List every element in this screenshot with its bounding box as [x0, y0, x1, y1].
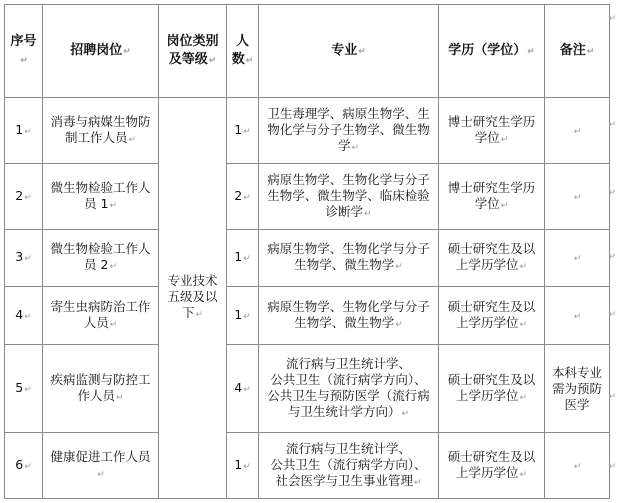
row-seq: 3↵ [5, 230, 43, 287]
row-position: 微生物检验工作人员 2↵ [43, 230, 159, 287]
row-major: 病原生物学、生物化学与分子生物学、微生物学↵ [259, 230, 439, 287]
row-education: 硕士研究生及以上学历学位↵ [439, 287, 545, 345]
recruitment-table [4, 4, 610, 499]
row-end-mark: ↵ [608, 310, 616, 320]
major-line: 公共卫生（流行病学方向）、 [270, 456, 427, 472]
row-end-mark: ↵ [608, 252, 616, 262]
header-category: 岗位类别及等级↵ [159, 5, 227, 98]
header-education: 学历（学位）↵ [439, 5, 545, 98]
row-end-mark: ↵ [608, 462, 616, 472]
table-row [5, 433, 610, 499]
row-major [259, 433, 439, 499]
row-end-mark: ↵ [608, 120, 616, 130]
major-line: 公共卫生与预防医学（流行病与卫生统计学方向）↵ [267, 387, 430, 419]
row-major [259, 345, 439, 433]
row-position: 微生物检验工作人员 1↵ [43, 164, 159, 230]
major-line: 流行病与卫生统计学、 [285, 355, 411, 371]
row-seq: 4↵ [5, 287, 43, 345]
header-count: 人数↵ [227, 5, 259, 98]
row-education: 硕士研究生及以上学历学位↵ [439, 433, 545, 499]
row-seq: 2↵ [5, 164, 43, 230]
table-row [5, 287, 610, 345]
row-category-shared: 专业技术五级及以下↵ [159, 98, 227, 499]
row-note: 本科专业需为预防医学 [545, 345, 610, 433]
row-position: 健康促进工作人员↵ [43, 433, 159, 499]
row-major: 卫生毒理学、病原生物学、生物化学与分子生物学、微生物学↵ [259, 98, 439, 164]
row-end-mark: ↵ [608, 188, 616, 198]
row-seq: 5↵ [5, 345, 43, 433]
header-position: 招聘岗位↵ [43, 5, 159, 98]
row-major: 病原生物学、生物化学与分子生物学、微生物学↵ [259, 287, 439, 345]
row-seq: 6↵ [5, 433, 43, 499]
row-position: 疾病监测与防控工作人员↵ [43, 345, 159, 433]
major-line: 公共卫生（流行病学方向）、 [270, 371, 427, 387]
major-line: 流行病与卫生统计学、 [285, 440, 411, 456]
row-note: ↵ [545, 287, 610, 345]
row-count: 1↵ [227, 287, 259, 345]
table-row [5, 98, 610, 164]
row-education: 硕士研究生及以上学历学位↵ [439, 345, 545, 433]
table-row [5, 345, 610, 433]
table-row [5, 164, 610, 230]
row-note: ↵ [545, 164, 610, 230]
row-count: 1↵ [227, 98, 259, 164]
row-education: 硕士研究生及以上学历学位↵ [439, 230, 545, 287]
row-end-mark: ↵ [608, 392, 616, 402]
row-position: 寄生虫病防治工作人员↵ [43, 287, 159, 345]
header-major: 专业↵ [259, 5, 439, 98]
row-education: 博士研究生学历学位↵ [439, 164, 545, 230]
header-seq: 序号↵ [5, 5, 43, 98]
row-note: ↵ [545, 98, 610, 164]
major-line: 社会医学与卫生事业管理↵ [275, 472, 422, 488]
row-seq: 1↵ [5, 98, 43, 164]
header-note: 备注↵ [545, 5, 610, 98]
row-end-mark: ↵ [608, 14, 616, 24]
row-note: ↵ [545, 433, 610, 499]
row-position: 消毒与病媒生物防制工作人员↵ [43, 98, 159, 164]
table-row [5, 230, 610, 287]
row-education: 博士研究生学历学位↵ [439, 98, 545, 164]
row-count: 4↵ [227, 345, 259, 433]
row-note: ↵ [545, 230, 610, 287]
header-row [5, 5, 610, 98]
row-count: 1↵ [227, 230, 259, 287]
row-count: 2↵ [227, 164, 259, 230]
row-major: 病原生物学、生物化学与分子生物学、微生物学、临床检验诊断学↵ [259, 164, 439, 230]
row-count: 1↵ [227, 433, 259, 499]
